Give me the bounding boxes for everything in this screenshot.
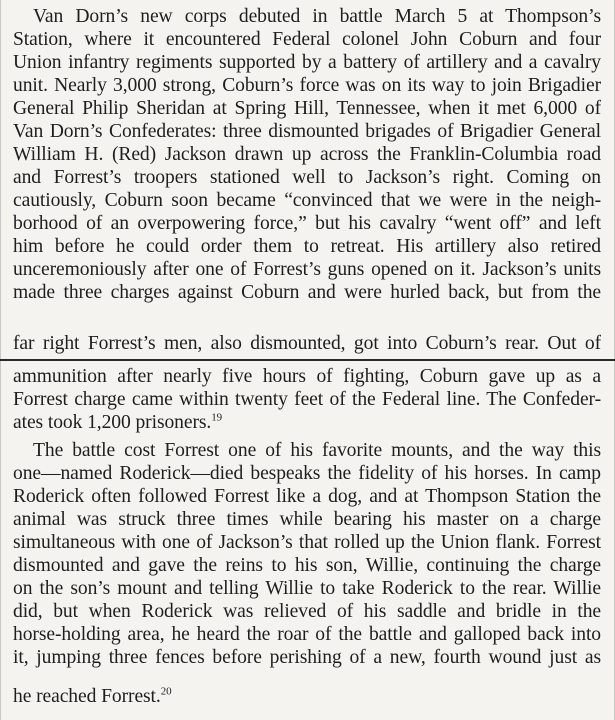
text-line: Forrest charge came within twenty feet of the Federal line. The Confeder- — [13, 389, 601, 410]
text-line: Roderick often followed Forrest like a dog, and at Thompson Station the — [13, 486, 601, 507]
text-line: General Philip Sheridan at Spring Hill, Tennessee, when it met 6,000 of — [13, 98, 601, 119]
text-line — [13, 686, 601, 708]
text-line: simultaneous with one of Jackson’s that rolled up the Union flank. Forrest — [13, 532, 601, 553]
text-line: on the son’s mount and telling Willie to take Roderick to the rear. Willie — [13, 578, 601, 599]
text-line: ammunition after nearly five hours of fighting, Coburn gave up as a — [13, 366, 601, 387]
text-line — [13, 412, 601, 434]
scan-seam-divider — [0, 359, 615, 361]
text-line: unceremoniously after one of Forrest’s guns opened on it. Jackson’s units — [13, 259, 601, 280]
text-line: Union infantry regiments supported by a battery of artillery and a cavalry — [13, 52, 601, 73]
footnote-marker: 20 — [160, 686, 172, 698]
text-fragment: he reached Forrest. — [13, 686, 161, 707]
text-line: did, but when Roderick was relieved of his saddle and bridle in the — [13, 601, 601, 622]
text-line: Van Dorn’s new corps debuted in battle March 5 at Thompson’s — [33, 6, 601, 27]
text-line: Van Dorn’s Confederates: three dismounted brigades of Brigadier General — [13, 121, 601, 142]
text-line: and Forrest’s troopers stationed well to Jackson’s right. Coming on — [13, 167, 601, 188]
text-line: animal was struck three times while bearing his master on a charge — [13, 509, 601, 530]
text-line: it, jumping three fences before perishing of a new, fourth wound just as — [13, 647, 601, 668]
footnote-marker: 19 — [211, 412, 223, 424]
text-line: him before he could order them to retreat. His artillery also retired — [13, 236, 601, 257]
text-line: one—named Roderick—died bespeaks the fidelity of his horses. In camp — [13, 463, 601, 484]
text-line: far right Forrest’s men, also dismounted, got into Coburn’s rear. Out of — [13, 333, 601, 354]
text-line: Station, where it encountered Federal colonel John Coburn and four — [13, 29, 601, 50]
text-line: borhood of an overpowering force,” but his cavalry “went off” and left — [13, 213, 601, 234]
text-line: cautiously, Coburn soon became “convinced that we were in the neigh- — [13, 190, 601, 211]
text-line: unit. Nearly 3,000 strong, Coburn’s force was on its way to join Brigadier — [13, 75, 601, 96]
text-line: The battle cost Forrest one of his favorite mounts, and the way this — [33, 440, 601, 461]
text-line: dismounted and gave the reins to his son, Willie, continuing the charge — [13, 555, 601, 576]
text-line: horse-holding area, he heard the roar of the battle and galloped back into — [13, 624, 601, 645]
text-line: made three charges against Coburn and were hurled back, but from the — [13, 282, 601, 303]
text-fragment: ates took 1,200 prisoners. — [13, 412, 212, 433]
text-line: William H. (Red) Jackson drawn up across the Franklin-Columbia road — [13, 144, 601, 165]
